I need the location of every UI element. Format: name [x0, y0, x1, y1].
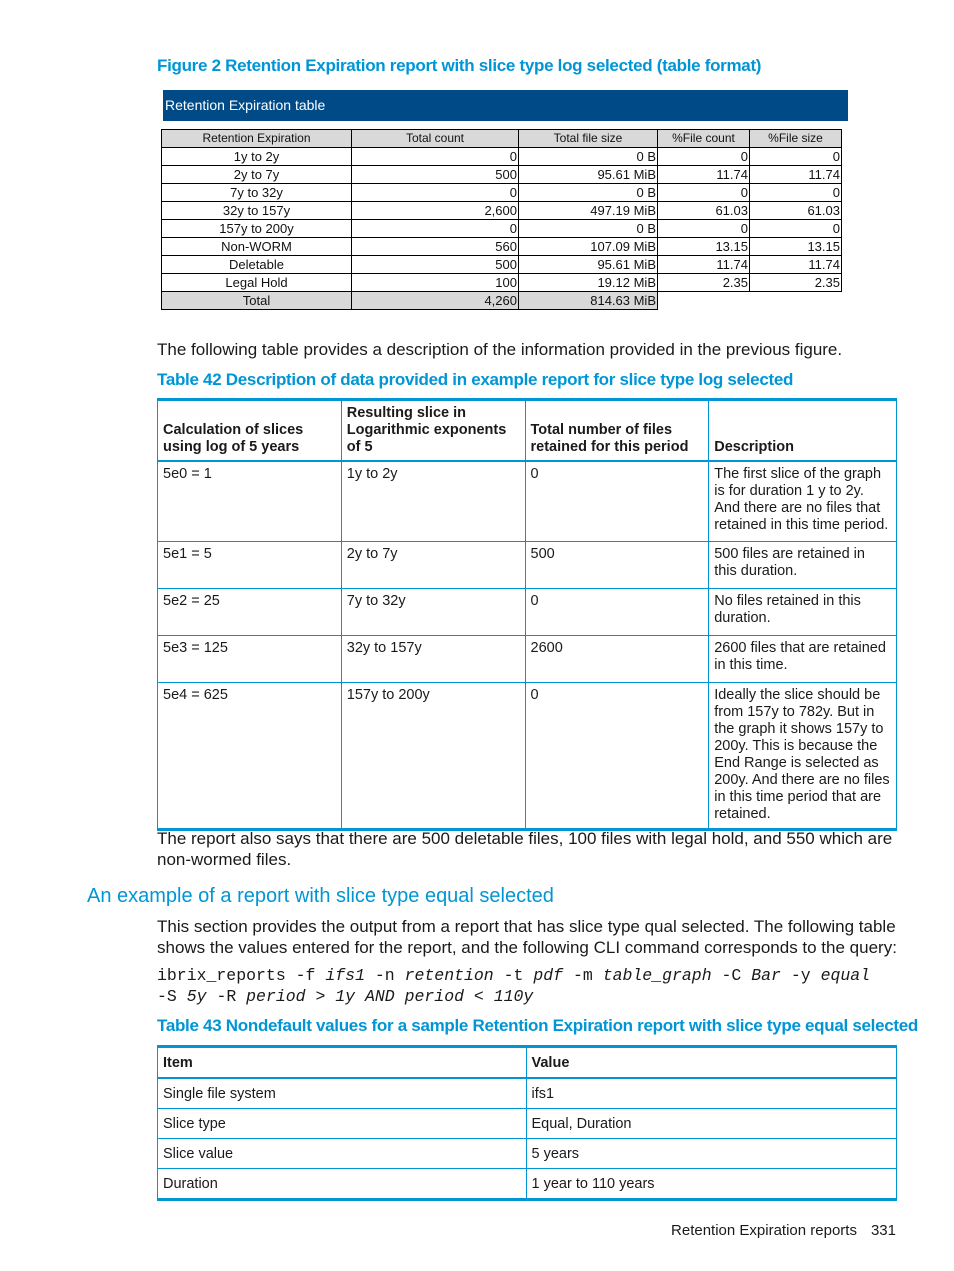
table42-cell: 0	[525, 461, 709, 541]
figure-cell: 0	[352, 184, 519, 202]
code-token: ibrix_reports	[157, 966, 286, 985]
code-token: -y	[790, 966, 811, 985]
table42-cell: 2600 files that are retained in this time.	[709, 635, 897, 682]
figure-cell: 11.74	[750, 256, 842, 274]
figure-cell: 32y to 157y	[162, 202, 352, 220]
figure-banner: Retention Expiration table	[163, 90, 848, 121]
code-token: retention	[404, 966, 494, 985]
figure-cell: Legal Hold	[162, 274, 352, 292]
figure-header-cell: %File size	[750, 130, 842, 148]
figure-cell: 7y to 32y	[162, 184, 352, 202]
table43	[157, 1045, 897, 1201]
table42-header-cell: Total number of files retained for this period	[525, 400, 709, 462]
figure-cell: 157y to 200y	[162, 220, 352, 238]
figure-cell: 13.15	[750, 238, 842, 256]
code-token: -C	[721, 966, 742, 985]
figure-cell: 107.09 MiB	[519, 238, 658, 256]
figure-row	[162, 238, 842, 256]
code-token: ifs1	[325, 966, 365, 985]
figure-table	[161, 129, 842, 310]
figure-cell: 0	[352, 220, 519, 238]
figure-total-cell: 814.63 MiB	[519, 292, 658, 310]
code-token: Bar	[751, 966, 781, 985]
figure-header-row	[162, 130, 842, 148]
figure-cell: 0 B	[519, 220, 658, 238]
intro-paragraph: The following table provides a description of the information provided in the previous figure.	[157, 340, 843, 359]
table42-header-cell: Calculation of slices using log of 5 years	[158, 400, 342, 462]
figure-header-cell: Retention Expiration	[162, 130, 352, 148]
figure-header-cell: %File count	[658, 130, 750, 148]
table43-cell: Slice type	[158, 1109, 527, 1139]
figure-cell: 0 B	[519, 148, 658, 166]
table-row	[158, 541, 897, 588]
table-row	[158, 1078, 897, 1109]
table-row	[158, 635, 897, 682]
figure-cell: 0	[658, 220, 750, 238]
table43-cell: 1 year to 110 years	[526, 1169, 897, 1200]
table-row	[158, 1109, 897, 1139]
summary-paragraph: The report also says that there are 500 deletable files, 100 files with legal hold, and 550 which are non-wormed files.	[157, 829, 893, 869]
figure-row	[162, 184, 842, 202]
table43-cell: Slice value	[158, 1139, 527, 1169]
figure-total-row	[162, 292, 842, 310]
figure-cell: 0	[658, 148, 750, 166]
table42	[157, 398, 897, 831]
figure-row	[162, 256, 842, 274]
code-token: -R	[216, 987, 237, 1006]
table43-cell: 5 years	[526, 1139, 897, 1169]
figure-cell: 0	[750, 220, 842, 238]
table-row	[158, 461, 897, 541]
figure-cell: Deletable	[162, 256, 352, 274]
figure-cell: 19.12 MiB	[519, 274, 658, 292]
table-row	[158, 588, 897, 635]
table42-cell: 7y to 32y	[341, 588, 525, 635]
figure-row	[162, 274, 842, 292]
code-token: -n	[374, 966, 395, 985]
table43-cell: Single file system	[158, 1078, 527, 1109]
code-token: -S	[157, 987, 177, 1006]
figure-cell: 61.03	[658, 202, 750, 220]
table43-cell: Equal, Duration	[526, 1109, 897, 1139]
table43-cell: Duration	[158, 1169, 527, 1200]
table42-cell: Ideally the slice should be from 157y to 782y. But in the graph it shows 157y to 200y. This is because the End Range is selected as 200y. And there are no files in this time period that are retained.	[709, 682, 897, 829]
table-row	[158, 1169, 897, 1200]
code-token: equal	[820, 966, 871, 985]
table42-cell: 5e2 = 25	[158, 588, 342, 635]
figure-cell: 95.61 MiB	[519, 256, 658, 274]
table42-cell: 500	[525, 541, 709, 588]
figure-cell: 0	[658, 184, 750, 202]
figure-total-cell: Total	[162, 292, 352, 310]
figure-row	[162, 148, 842, 166]
table42-cell: No files retained in this duration.	[709, 588, 897, 635]
table-row	[158, 682, 897, 829]
figure-cell: 11.74	[658, 166, 750, 184]
table42-cell: 1y to 2y	[341, 461, 525, 541]
table42-caption: Table 42 Description of data provided in example report for slice type log selected	[157, 370, 794, 389]
table42-cell: 2y to 7y	[341, 541, 525, 588]
figure-header-cell: Total file size	[519, 130, 658, 148]
table42-header-cell: Description	[709, 400, 897, 462]
figure-cell: 95.61 MiB	[519, 166, 658, 184]
table42-cell: 5e0 = 1	[158, 461, 342, 541]
figure-cell: 11.74	[750, 166, 842, 184]
figure-cell: 1y to 2y	[162, 148, 352, 166]
code-token: -m	[572, 966, 593, 985]
figure-cell: 2,600	[352, 202, 519, 220]
table42-cell: 32y to 157y	[341, 635, 525, 682]
footer-section-title: Retention Expiration reports	[671, 1222, 857, 1239]
code-token: period > 1y AND period < 110y	[246, 987, 534, 1006]
table42-cell: 5e1 = 5	[158, 541, 342, 588]
code-token: 5y	[186, 987, 207, 1006]
table-row	[158, 1139, 897, 1169]
table43-header-cell: Value	[526, 1047, 897, 1079]
figure-cell: 497.19 MiB	[519, 202, 658, 220]
figure-caption: Figure 2 Retention Expiration report with slice type log selected (table format)	[157, 56, 762, 75]
table43-caption: Table 43 Nondefault values for a sample Retention Expiration report with slice type equal selected	[157, 1016, 918, 1035]
figure-cell: Non-WORM	[162, 238, 352, 256]
section-body: This section provides the output from a report that has slice type qual selected. The following table shows the values entered for the report, and the following CLI command corresponds to the query:	[157, 917, 897, 957]
table42-cell: 0	[525, 588, 709, 635]
figure-cell: 2y to 7y	[162, 166, 352, 184]
table43-header-row	[158, 1047, 897, 1079]
table42-cell: The first slice of the graph is for duration 1 y to 2y. And there are no files that retained in this time period.	[709, 461, 897, 541]
table42-cell: 5e4 = 625	[158, 682, 342, 829]
table43-cell: ifs1	[526, 1078, 897, 1109]
figure-row	[162, 166, 842, 184]
figure-cell: 0 B	[519, 184, 658, 202]
table42-cell: 500 files are retained in this duration.	[709, 541, 897, 588]
figure-row	[162, 202, 842, 220]
table42-header-row	[158, 400, 897, 462]
figure-cell: 500	[352, 166, 519, 184]
figure-cell: 61.03	[750, 202, 842, 220]
code-token: -f	[295, 966, 316, 985]
table42-cell: 157y to 200y	[341, 682, 525, 829]
table42-cell: 2600	[525, 635, 709, 682]
page-footer	[671, 1222, 896, 1239]
figure-cell: 2.35	[750, 274, 842, 292]
code-token: table_graph	[602, 966, 712, 985]
section-heading: An example of a report with slice type equal selected	[87, 885, 554, 907]
page-number: 331	[870, 1222, 896, 1239]
figure-cell: 13.15	[658, 238, 750, 256]
figure-total-cell: 4,260	[352, 292, 519, 310]
table42-cell: 0	[525, 682, 709, 829]
figure-cell: 11.74	[658, 256, 750, 274]
code-token: pdf	[533, 966, 564, 985]
figure-cell: 500	[352, 256, 519, 274]
cli-command	[157, 965, 902, 1007]
table42-cell: 5e3 = 125	[158, 635, 342, 682]
figure-cell: 560	[352, 238, 519, 256]
figure-cell: 0	[750, 184, 842, 202]
code-token: -t	[503, 966, 524, 985]
figure-cell: 2.35	[658, 274, 750, 292]
figure-row	[162, 220, 842, 238]
table43-header-cell: Item	[158, 1047, 527, 1079]
figure-cell: 0	[750, 148, 842, 166]
figure-header-cell: Total count	[352, 130, 519, 148]
table42-header-cell: Resulting slice in Logarithmic exponents of 5	[341, 400, 525, 462]
figure-cell: 100	[352, 274, 519, 292]
figure-cell: 0	[352, 148, 519, 166]
